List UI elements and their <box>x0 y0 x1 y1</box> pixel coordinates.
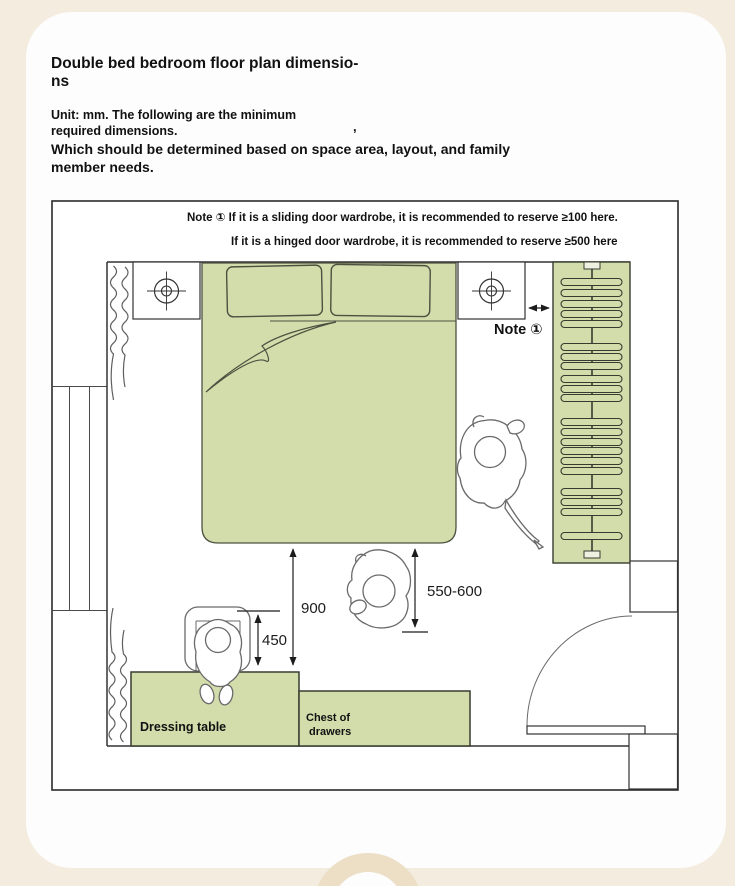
nightstand-right <box>458 262 525 319</box>
pillow-left <box>226 265 322 317</box>
dimension-550-600: 550-600 <box>427 583 483 600</box>
guidance-line1: Which should be determined based on space area, layout, and family <box>51 141 510 157</box>
stray-mark: , <box>353 119 357 134</box>
guidance-line2: member needs. <box>51 158 154 175</box>
wall-stub-above-door <box>630 561 678 612</box>
bed <box>202 263 456 543</box>
person-standing <box>347 550 410 628</box>
unit-note-line1: Unit: mm. The following are the minimum <box>51 108 297 122</box>
chest-label-line2: drawers <box>306 725 352 738</box>
chest-label-line1: Chest of <box>306 712 350 724</box>
chest-of-drawers-label <box>306 712 351 739</box>
note-line1: Note ① If it is a sliding door wardrobe, it is recommended to reserve ≥100 here. <box>187 212 618 224</box>
wardrobe <box>553 262 630 563</box>
dressing-table-label: Dressing table <box>140 720 227 734</box>
page-title-line2: ns <box>51 73 70 90</box>
nightstand-left <box>133 262 200 319</box>
note-callout: Note ① <box>494 322 543 338</box>
door-leaf <box>527 726 645 734</box>
unit-note-line2: required dimensions. <box>51 123 178 138</box>
note-line2: If it is a hinged door wardrobe, it is recommended to reserve ≥500 here <box>231 236 618 248</box>
page-title-line1: Double bed bedroom floor plan dimensio- <box>51 55 359 72</box>
dimension-900: 900 <box>301 600 327 617</box>
dimension-450: 450 <box>262 632 288 649</box>
pillow-right <box>331 264 431 316</box>
wall-block-below-door <box>629 734 678 789</box>
